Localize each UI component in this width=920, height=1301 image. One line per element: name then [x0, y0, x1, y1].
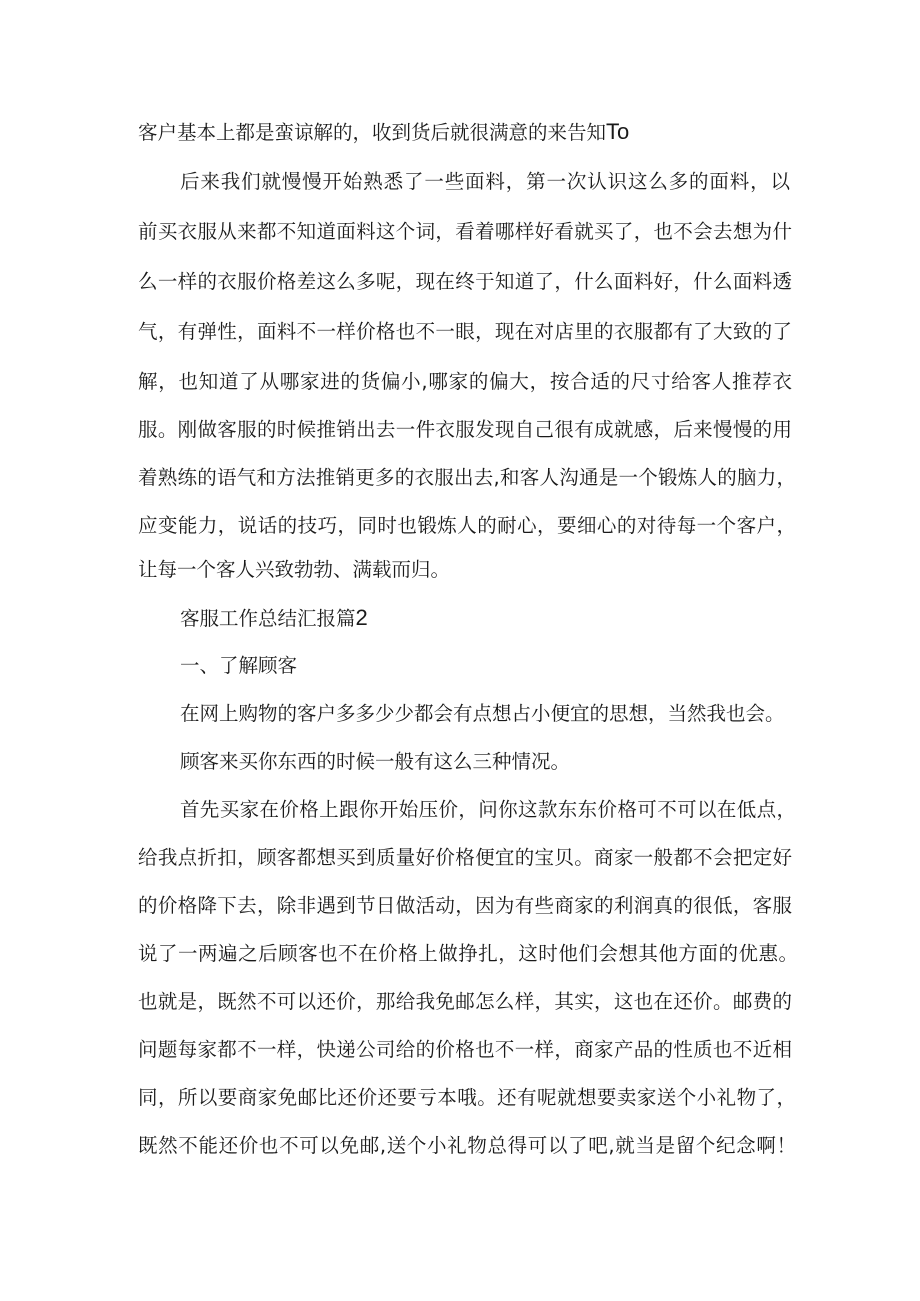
- paragraph-line: 后来我们就慢慢开始熟悉了一些面料，第一次认识这么多的面料，以: [180, 170, 790, 193]
- paragraph-line: 前买衣服从来都不知道面料这个词，看着哪样好看就买了，也不会去想为什: [138, 220, 792, 243]
- subheading: 一、了解顾客: [180, 654, 298, 677]
- paragraph-line: 服。刚做客服的时候推销出去一件衣服发现自己很有成就感，后来慢慢的用: [138, 418, 792, 441]
- paragraph-line: 么一样的衣服价格差这么多呢，现在终于知道了，什么面料好，什么面料透: [138, 270, 792, 293]
- paragraph-line: 的价格降下去，除非遇到节日做活动，因为有些商家的利润真的很低，客服: [138, 894, 792, 917]
- paragraph-line: 应变能力，说话的技巧，同时也锻炼人的耐心，要细心的对待每一个客户，: [138, 514, 796, 537]
- text-run: 客户基本上都是蛮谅解的，收到货后就很满意的来告知: [138, 121, 607, 144]
- paragraph-line: 同，所以要商家免邮比还价还要亏本哦。还有呢就想要卖家送个小礼物了，: [138, 1086, 796, 1109]
- paragraph-line: 解，也知道了从哪家进的货偏小,哪家的偏大，按合适的尺寸给客人推荐衣: [138, 370, 792, 393]
- heading-text: 客服工作总结汇报篇: [180, 607, 356, 630]
- paragraph-line: [138, 112, 838, 153]
- latin-run: To: [606, 119, 630, 144]
- paragraph-line: 给我点折扣，顾客都想买到质量好价格便宜的宝贝。商家一般都不会把定好: [138, 846, 792, 869]
- paragraph-line: 让每一个客人兴致勃勃、满载而归。: [138, 558, 451, 581]
- section-heading: [180, 598, 920, 639]
- paragraph-line: 问题每家都不一样，快递公司给的价格也不一样，商家产品的性质也不近相: [138, 1038, 792, 1061]
- paragraph-line: 着熟练的语气和方法推销更多的衣服出去,和客人沟通是一个锻炼人的脑力，: [138, 466, 796, 489]
- paragraph-line: 也就是，既然不可以还价，那给我免邮怎么样，其实，这也在还价。邮费的: [138, 990, 792, 1013]
- paragraph-line: 在网上购物的客户多多少少都会有点想占小便宜的思想，当然我也会。: [180, 702, 785, 725]
- paragraph-line: 顾客来买你东西的时候一般有这么三种情况。: [180, 750, 571, 773]
- paragraph-line: 说了一两遍之后顾客也不在价格上做挣扎，这时他们会想其他方面的优惠。: [138, 942, 798, 965]
- paragraph-line: 既然不能还价也不可以免邮,送个小礼物总得可以了吧,就当是留个纪念啊！: [138, 1134, 796, 1157]
- paragraph-line: 首先买家在价格上跟你开始压价，问你这款东东价格可不可以在低点，: [180, 798, 796, 821]
- heading-number: 2: [355, 605, 368, 630]
- paragraph-line: 气，有弹性，面料不一样价格也不一眼，现在对店里的衣服都有了大致的了: [138, 320, 792, 343]
